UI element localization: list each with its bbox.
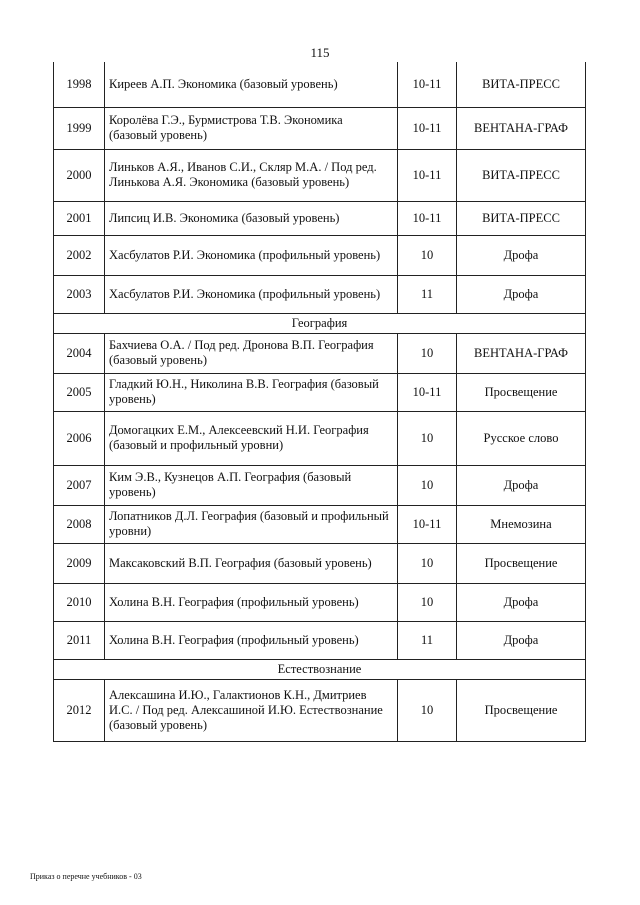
publisher-name: Русское слово: [457, 411, 586, 465]
book-title: Ким Э.В., Кузнецов А.П. География (базовый уровень): [105, 465, 398, 505]
row-number: 2003: [54, 275, 105, 313]
page-number: 115: [310, 45, 330, 60]
table-row: [54, 621, 586, 659]
table-row: [54, 201, 586, 235]
table-row: [54, 62, 586, 107]
row-number: 2004: [54, 333, 105, 373]
table-row: [54, 107, 586, 149]
row-number: 1999: [54, 107, 105, 149]
table-row: [54, 333, 586, 373]
row-number: 2006: [54, 411, 105, 465]
section-title: География: [54, 313, 586, 333]
grade-level: 10: [398, 333, 457, 373]
book-title: Гладкий Ю.Н., Николина В.В. География (базовый уровень): [105, 373, 398, 411]
publisher-name: Дрофа: [457, 235, 586, 275]
section-row: [54, 313, 586, 333]
row-number: 2012: [54, 679, 105, 741]
book-title: Максаковский В.П. География (базовый уровень): [105, 543, 398, 583]
section-title: Естествознание: [54, 659, 586, 679]
grade-level: 10-11: [398, 201, 457, 235]
row-number: 2002: [54, 235, 105, 275]
grade-level: 10: [398, 235, 457, 275]
table-body: [54, 62, 586, 741]
grade-level: 10: [398, 583, 457, 621]
grade-level: 10-11: [398, 505, 457, 543]
book-title: Холина В.Н. География (профильный уровень): [105, 583, 398, 621]
publisher-name: Просвещение: [457, 679, 586, 741]
row-number: 2001: [54, 201, 105, 235]
row-number: 2009: [54, 543, 105, 583]
grade-level: 11: [398, 621, 457, 659]
book-title: Лопатников Д.Л. География (базовый и профильный уровни): [105, 505, 398, 543]
grade-level: 10: [398, 465, 457, 505]
book-title: Линьков А.Я., Иванов С.И., Скляр М.А. / Под ред. Линькова А.Я. Экономика (базовый уровень): [105, 149, 398, 201]
table-row: [54, 505, 586, 543]
publisher-name: Просвещение: [457, 373, 586, 411]
publisher-name: ВЕНТАНА-ГРАФ: [457, 107, 586, 149]
book-title: Бахчиева О.А. / Под ред. Дронова В.П. География (базовый уровень): [105, 333, 398, 373]
book-title: Хасбулатов Р.И. Экономика (профильный уровень): [105, 275, 398, 313]
grade-level: 10: [398, 679, 457, 741]
table-row: [54, 465, 586, 505]
book-title: Холина В.Н. География (профильный уровень): [105, 621, 398, 659]
grade-level: 10-11: [398, 149, 457, 201]
textbook-table: [53, 62, 586, 742]
book-title: Липсиц И.В. Экономика (базовый уровень): [105, 201, 398, 235]
book-title: Хасбулатов Р.И. Экономика (профильный уровень): [105, 235, 398, 275]
footer-note: Приказ о перечне учебников - 03: [30, 872, 142, 881]
grade-level: 11: [398, 275, 457, 313]
publisher-name: ВИТА-ПРЕСС: [457, 149, 586, 201]
row-number: 2010: [54, 583, 105, 621]
table-row: [54, 583, 586, 621]
table-row: [54, 149, 586, 201]
book-title: Киреев А.П. Экономика (базовый уровень): [105, 62, 398, 107]
publisher-name: Мнемозина: [457, 505, 586, 543]
row-number: 2008: [54, 505, 105, 543]
book-title: Королёва Г.Э., Бурмистрова Т.В. Экономика (базовый уровень): [105, 107, 398, 149]
grade-level: 10-11: [398, 107, 457, 149]
table-row: [54, 235, 586, 275]
grade-level: 10: [398, 543, 457, 583]
publisher-name: ВЕНТАНА-ГРАФ: [457, 333, 586, 373]
grade-level: 10: [398, 411, 457, 465]
table-row: [54, 373, 586, 411]
publisher-name: Просвещение: [457, 543, 586, 583]
grade-level: 10-11: [398, 373, 457, 411]
row-number: 2007: [54, 465, 105, 505]
row-number: 2005: [54, 373, 105, 411]
table-row: [54, 543, 586, 583]
publisher-name: Дрофа: [457, 465, 586, 505]
table-row: [54, 411, 586, 465]
grade-level: 10-11: [398, 62, 457, 107]
row-number: 1998: [54, 62, 105, 107]
table-row: [54, 275, 586, 313]
publisher-name: ВИТА-ПРЕСС: [457, 201, 586, 235]
publisher-name: ВИТА-ПРЕСС: [457, 62, 586, 107]
row-number: 2000: [54, 149, 105, 201]
publisher-name: Дрофа: [457, 275, 586, 313]
publisher-name: Дрофа: [457, 583, 586, 621]
publisher-name: Дрофа: [457, 621, 586, 659]
book-title: Домогацких Е.М., Алексеевский Н.И. География (базовый и профильный уровни): [105, 411, 398, 465]
row-number: 2011: [54, 621, 105, 659]
section-row: [54, 659, 586, 679]
table-row: [54, 679, 586, 741]
book-title: Алексашина И.Ю., Галактионов К.Н., Дмитриев И.С. / Под ред. Алексашиной И.Ю. Естествознание (базовый уровень): [105, 679, 398, 741]
